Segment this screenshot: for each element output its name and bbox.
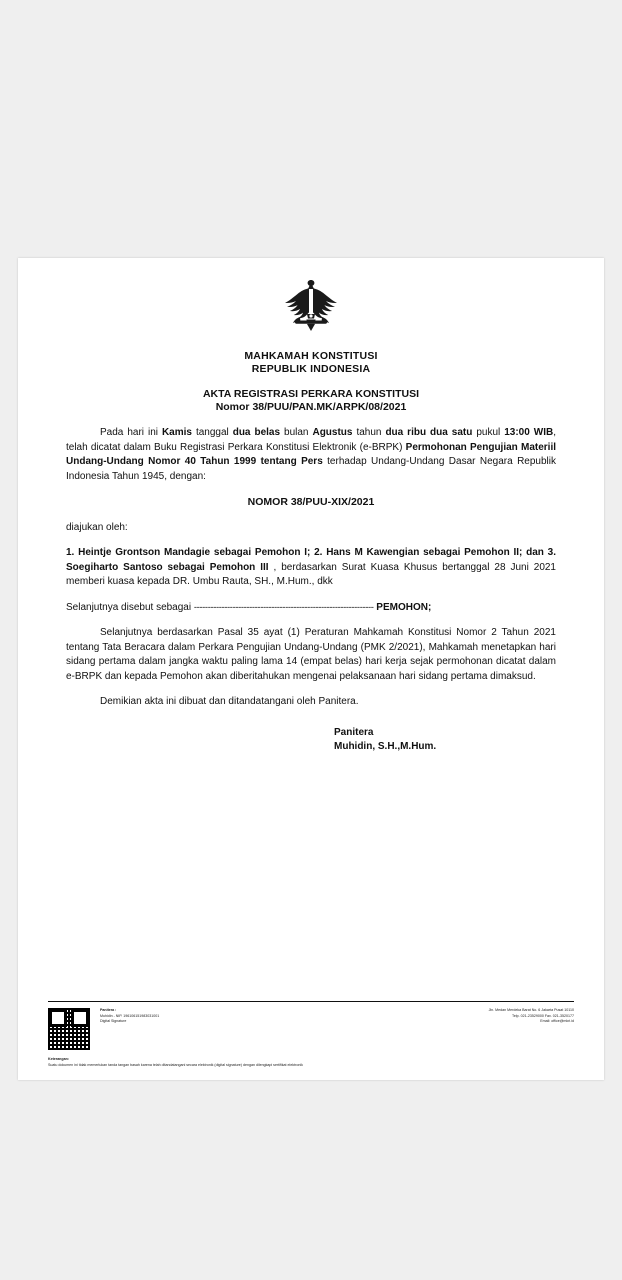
called-as-dots: ----------------------------------------------------------------- [193,601,374,613]
called-as-suffix: PEMOHON; [373,601,432,613]
signer-value: Muhidin - NIP. 196106151983031001 [100,1013,160,1018]
signature-role: Panitera [334,726,374,738]
called-as-line [66,601,556,616]
p1-text-3: bulan [280,427,313,438]
p1-text-7: terhadap Undang-Undang Dasar Negara Republik Indonesia Tahun 1945, dengan: [66,456,556,482]
footer-row [48,1008,574,1050]
document-number: Nomor 38/PUU/PAN.MK/ARPK/08/2021 [215,401,407,413]
digital-signature-meta [100,1008,454,1024]
p1-text-2: tanggal [191,427,233,438]
p1-text-1: Pada hari ini [100,427,162,438]
p1-time: 13:00 WIB [504,427,554,438]
paragraph-opening [66,426,556,484]
case-number: NOMOR 38/PUU-XIX/2021 [247,496,375,508]
document-content [18,258,604,754]
garuda-pancasila-icon [281,276,341,336]
petitioners-power-of-attorney: , berdasarkan Surat Kuasa Khusus bertanggal 28 Juni 2021 memberi kuasa kepada DR. Umbu Rauta, SH., M.Hum., dkk [66,561,556,587]
footer-note-label: Keterangan: [48,1057,69,1062]
petitioners-names: 1. Heintje Grontson Mandagie sebagai Pemohon I; 2. Hans M Kawengian sebagai Pemohon II; dan 3. Soegiharto Santoso sebagai Pemohon III [66,547,556,573]
emblem-container [66,276,556,338]
p1-text-5: pukul [472,427,505,438]
signer-label: Panitera : [100,1008,117,1013]
qr-code-icon [48,1008,90,1050]
digital-signature-label: Digital Signature [100,1019,127,1023]
p1-text-6: , telah dicatat dalam Buku Registrasi Perkara Konstitusi Elektronik (e-BRPK) [66,427,556,453]
called-as-prefix: Selanjutnya disebut sebagai [66,601,194,613]
submitted-by-label: diajukan oleh: [66,521,128,533]
paragraph-closing: Demikian akta ini dibuat dan ditandatangani oleh Panitera. [100,696,359,707]
spacer [66,376,556,388]
document-body [66,426,556,754]
institution-line-1: MAHKAMAH KONSTITUSI [244,350,378,362]
p1-month: Agustus [312,427,353,438]
institution-line-2: REPUBLIK INDONESIA [251,363,371,375]
address-line-2: Telp. 021-23529000 Fax. 021-3520177 [512,1013,574,1018]
paragraph-schedule: Selanjutnya berdasarkan Pasal 35 ayat (1) Peraturan Mahkamah Konstitusi Nomor 2 Tahun 2021 tentang Tata Beracara dalam Perkara Pengujian Undang-Undang (PMK 2/2021), Mahkamah menetapkan hari sidang pertama dalam jangka waktu paling lama 14 (empat belas) hari kerja sejak permohonan dicatat dalam e-BRPK dan kepada Pemohon akan diberitahukan mengenai pelaksanaan hari sidang pertama dimaksud. [66,627,556,682]
p1-text-4: tahun [352,427,386,438]
address-line-3: Email: office@mkri.id [540,1019,574,1023]
p1-petition-subject: Permohonan Pengujian Materiil Undang-Undang Nomor 40 Tahun 1999 tentang Pers [66,441,557,467]
footer-divider [48,1001,574,1002]
document-page [18,258,604,1080]
signature-block [334,726,556,754]
footer-note-text: Suatu dokumen ini tidak memerlukan tanda tangan basah karena telah ditandatangani secara elektronik (digital signature) dengan dilengkapi sertifikat elektronik [48,1062,303,1067]
p1-day: Kamis [161,427,192,438]
petitioners-paragraph [66,546,556,590]
footer-address [454,1008,574,1024]
address-line-1: Jln. Medan Merdeka Barat No. 6 Jakarta Pusat 10110 [488,1008,574,1013]
document-footer [18,1001,604,1080]
document-title: AKTA REGISTRASI PERKARA KONSTITUSI [202,388,420,400]
p1-date-words: dua belas [232,427,281,438]
footer-note [48,1057,574,1068]
p1-year-words: dua ribu dua satu [385,427,473,438]
signature-name: Muhidin, S.H.,M.Hum. [334,740,437,752]
